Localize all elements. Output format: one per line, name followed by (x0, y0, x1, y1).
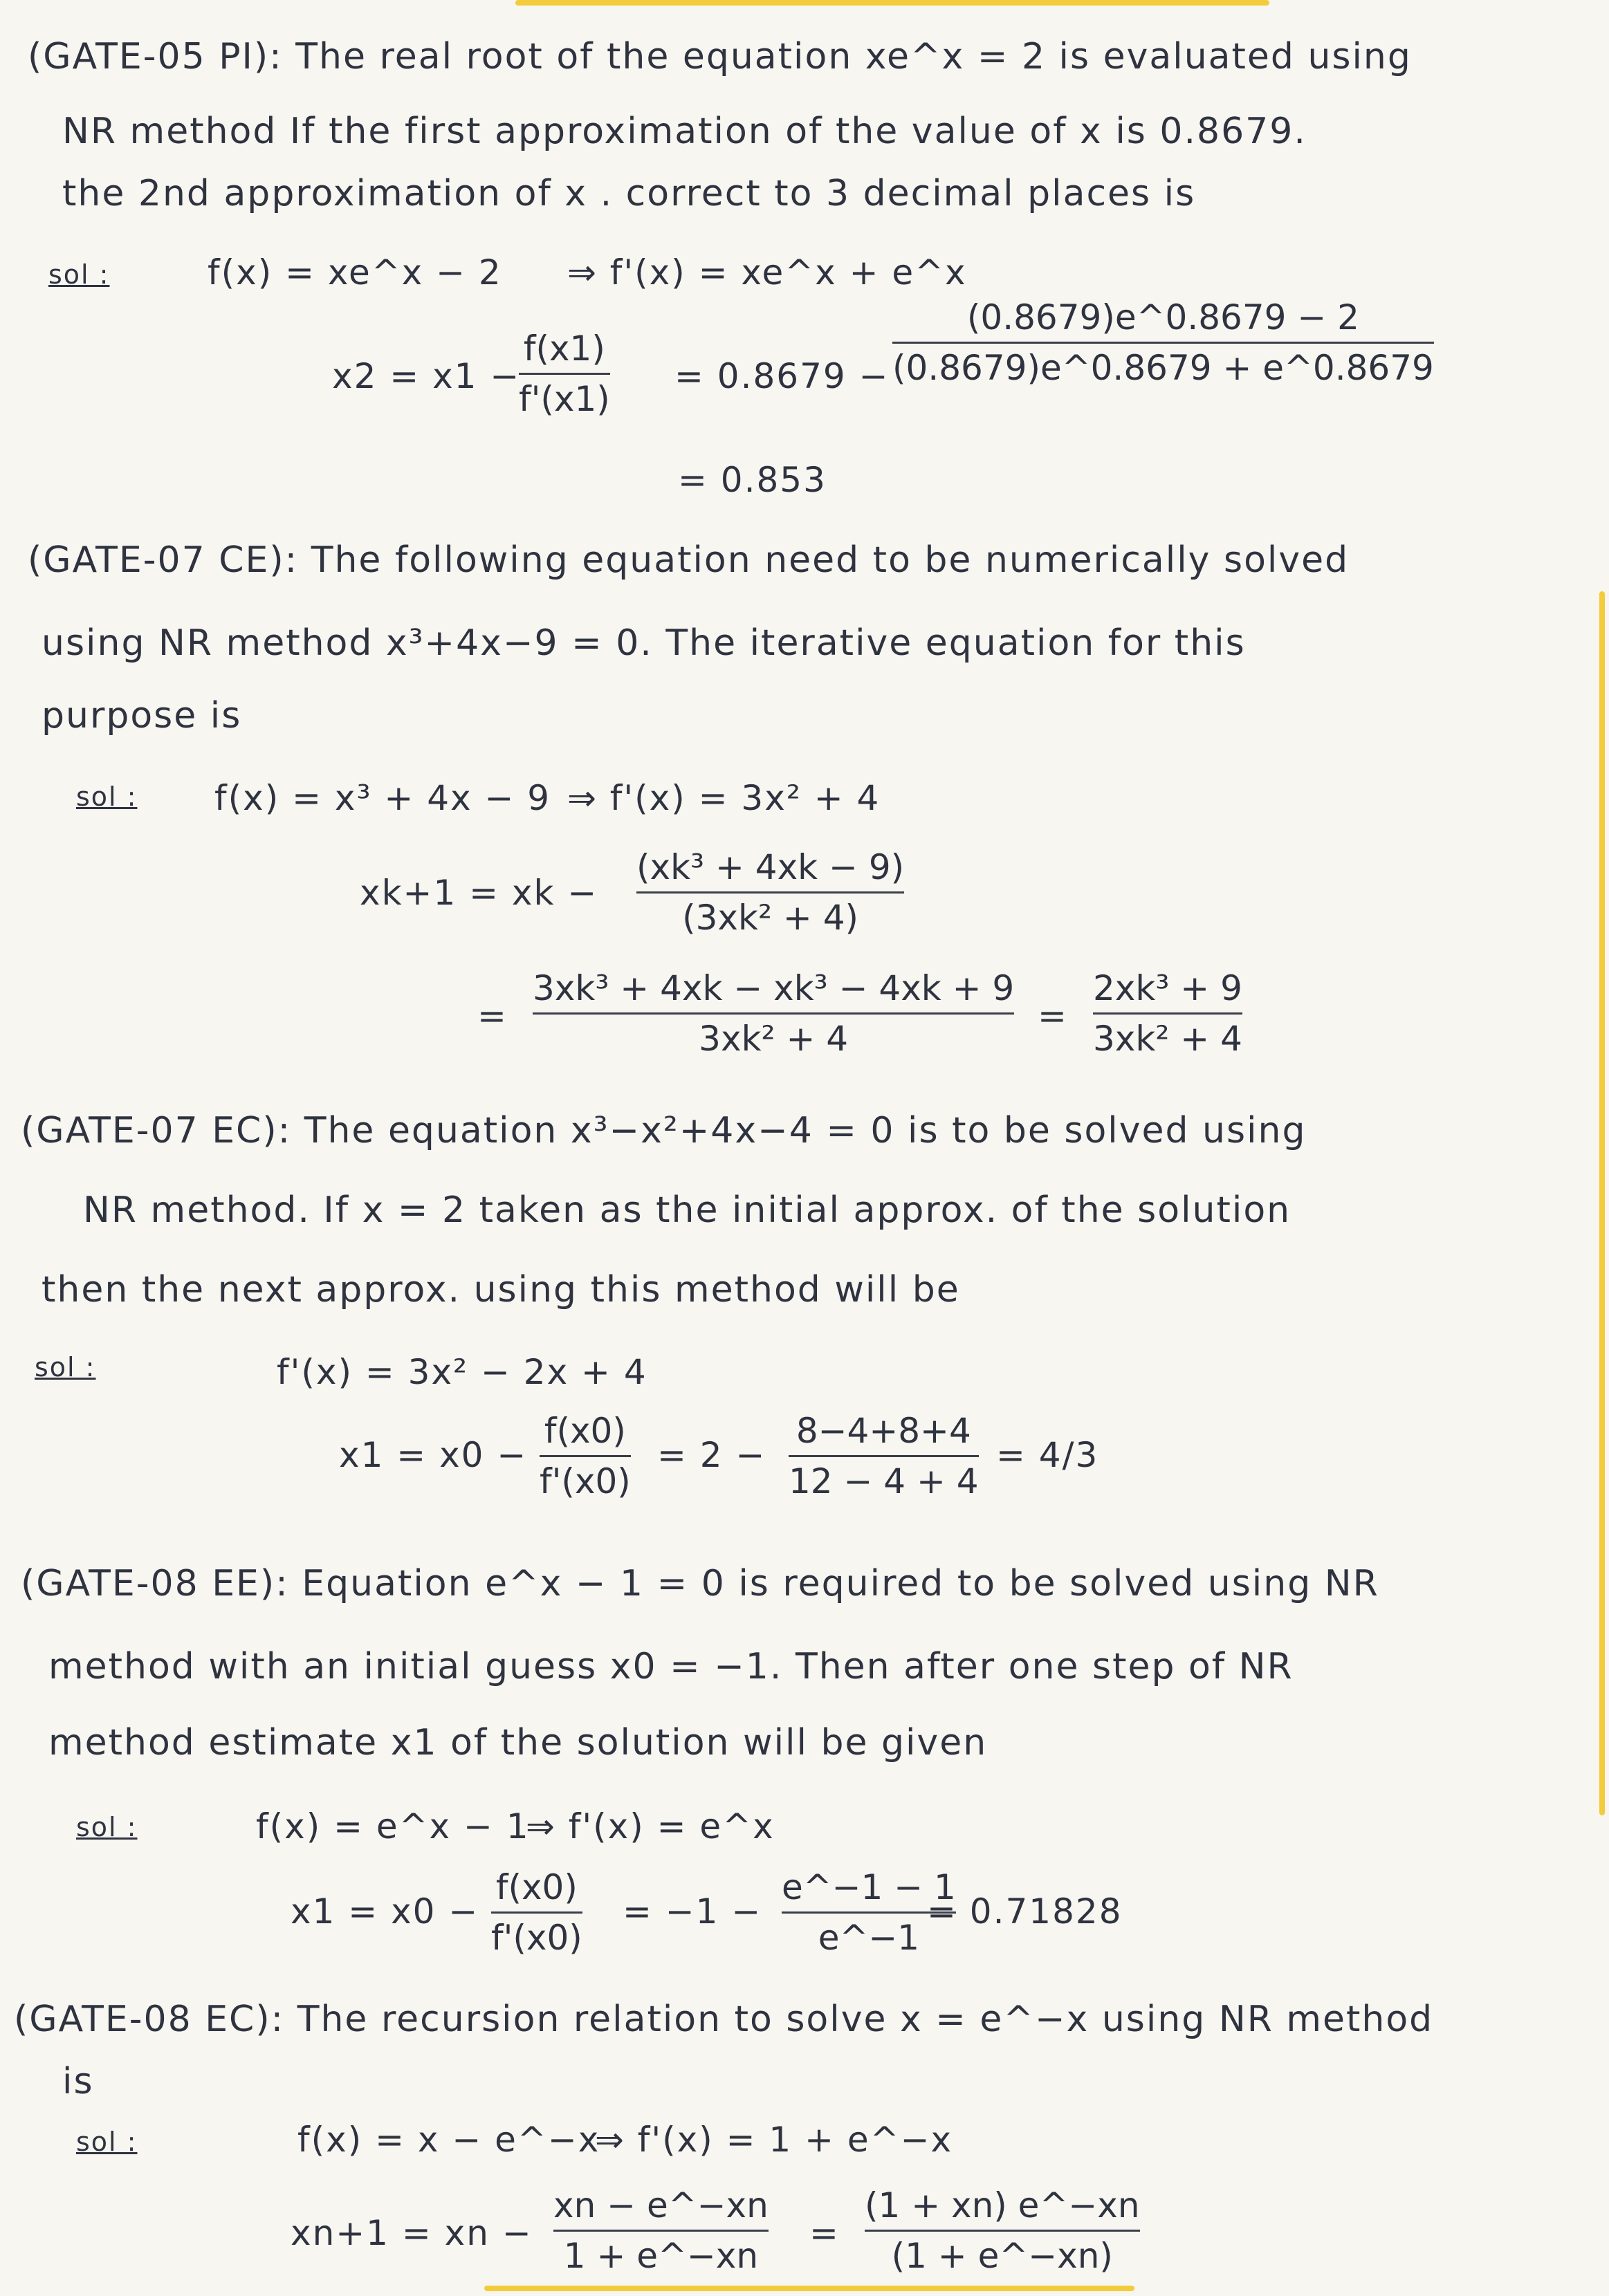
q4-x1-eq: = −1 − (623, 1891, 762, 1932)
q1-x2-fraction-num: f(x1) (523, 328, 605, 369)
q3-fprime-def: f'(x) = 3x² − 2x + 4 (277, 1352, 647, 1392)
q1-result: = 0.853 (678, 460, 827, 500)
q4-f-def: f(x) = e^x − 1 (256, 1806, 530, 1846)
q3-value-fraction (789, 1411, 979, 1501)
q2-final-fraction-den: 3xk² + 4 (1093, 1012, 1242, 1059)
q3-value-fraction-den: 12 − 4 + 4 (789, 1455, 979, 1501)
q2-line-3: purpose is (42, 695, 242, 737)
q5-rec-eq: = (809, 2213, 840, 2253)
q5-line-2: is (62, 2061, 94, 2102)
q5-rec-fraction (553, 2185, 769, 2276)
q1-x2-eq: = 0.8679 − (674, 356, 890, 396)
q4-result: = 0.71828 (927, 1891, 1123, 1932)
q3-x1-fraction-den: f'(x0) (540, 1455, 631, 1501)
q1-f-def: f(x) = xe^x − 2 (208, 252, 502, 293)
q4-line-1: (GATE-08 EE): Equation e^x − 1 = 0 is required to be solved using NR (21, 1563, 1379, 1604)
q2-iter-fraction (636, 847, 904, 938)
q1-line-1: (GATE-05 PI): The real root of the equation xe^x = 2 is evaluated using (28, 36, 1412, 77)
q3-line-2: NR method. If x = 2 taken as the initial approx. of the solution (83, 1189, 1291, 1231)
q4-line-2: method with an initial guess x0 = −1. Then after one step of NR (48, 1646, 1294, 1687)
q4-value-fraction-num: e^−1 − 1 (782, 1867, 956, 1907)
q3-sol-label: sol : (35, 1352, 96, 1382)
highlight-top-bar (515, 0, 1269, 6)
q1-line-3: the 2nd approximation of x . correct to 3 decimal places is (62, 173, 1196, 214)
q4-x1-lhs: x1 = x0 − (291, 1891, 479, 1932)
q2-line-2: using NR method x³+4x−9 = 0. The iterative equation for this (42, 622, 1246, 664)
q4-x1-fraction (491, 1867, 582, 1958)
q1-fprime-def: ⇒ f'(x) = xe^x + e^x (567, 252, 967, 293)
q4-sol-label: sol : (76, 1812, 138, 1842)
highlight-bottom-bar (484, 2286, 1134, 2291)
q2-final-fraction (1093, 968, 1242, 1059)
q3-x1-eq: = 2 − (657, 1435, 766, 1475)
q1-sol-label: sol : (48, 259, 110, 290)
q5-rec-lhs: xn+1 = xn − (291, 2213, 533, 2253)
q2-iter-fraction-den: (3xk² + 4) (636, 891, 904, 938)
q5-line-1: (GATE-08 EC): The recursion relation to solve x = e^−x using NR method (14, 1999, 1434, 2040)
q2-fprime-def: ⇒ f'(x) = 3x² + 4 (567, 778, 881, 818)
q3-x1-fraction-num: f(x0) (544, 1411, 626, 1451)
highlight-margin-bar (1599, 591, 1605, 1815)
q5-rec-fraction-den: 1 + e^−xn (553, 2230, 769, 2276)
q5-final-fraction-num: (1 + xn) e^−xn (865, 2185, 1140, 2225)
q5-final-fraction (865, 2185, 1140, 2276)
q2-iter-fraction-num: (xk³ + 4xk − 9) (636, 847, 905, 887)
q5-rec-fraction-num: xn − e^−xn (553, 2185, 769, 2225)
q2-final-fraction-num: 2xk³ + 9 (1093, 968, 1242, 1008)
q1-line-2: NR method If the first approximation of the value of x is 0.8679. (62, 111, 1307, 152)
q4-x1-fraction-num: f(x0) (495, 1867, 578, 1907)
q2-f-def: f(x) = x³ + 4x − 9 (214, 778, 551, 818)
q1-x2-fraction (519, 328, 610, 419)
q5-sol-label: sol : (76, 2127, 138, 2157)
q4-value-fraction-den: e^−1 (782, 1911, 956, 1958)
q1-value-fraction-num: (0.8679)e^0.8679 − 2 (966, 297, 1359, 337)
q3-x1-fraction (540, 1411, 631, 1501)
q1-x2-fraction-den: f'(x1) (519, 373, 610, 419)
q5-fprime-def: ⇒ f'(x) = 1 + e^−x (595, 2120, 953, 2160)
q2-step-fraction-den: 3xk² + 4 (533, 1012, 1014, 1059)
q4-line-3: method estimate x1 of the solution will be given (48, 1722, 988, 1763)
q2-line-1: (GATE-07 CE): The following equation need to be numerically solved (28, 539, 1350, 581)
q4-x1-fraction-den: f'(x0) (491, 1911, 582, 1958)
q1-value-fraction (892, 297, 1434, 388)
q3-value-fraction-num: 8−4+8+4 (796, 1411, 971, 1451)
q1-x2-lhs: x2 = x1 − (332, 356, 521, 396)
q2-eq-2: = (1038, 996, 1068, 1036)
q3-x1-lhs: x1 = x0 − (339, 1435, 528, 1475)
q2-step-fraction (533, 968, 1014, 1059)
q5-f-def: f(x) = x − e^−x (297, 2120, 600, 2160)
q2-step-fraction-num: 3xk³ + 4xk − xk³ − 4xk + 9 (533, 968, 1015, 1008)
q3-result: = 4/3 (996, 1435, 1099, 1475)
q4-fprime-def: ⇒ f'(x) = e^x (526, 1806, 775, 1846)
q5-final-fraction-den: (1 + e^−xn) (865, 2230, 1140, 2276)
q3-line-3: then the next approx. using this method will be (42, 1269, 960, 1311)
q2-iter-lhs: xk+1 = xk − (360, 873, 598, 913)
q2-eq-1: = (477, 996, 508, 1036)
q1-value-fraction-den: (0.8679)e^0.8679 + e^0.8679 (892, 342, 1434, 388)
q2-sol-label: sol : (76, 781, 138, 812)
q3-line-1: (GATE-07 EC): The equation x³−x²+4x−4 = 0 is to be solved using (21, 1110, 1307, 1151)
